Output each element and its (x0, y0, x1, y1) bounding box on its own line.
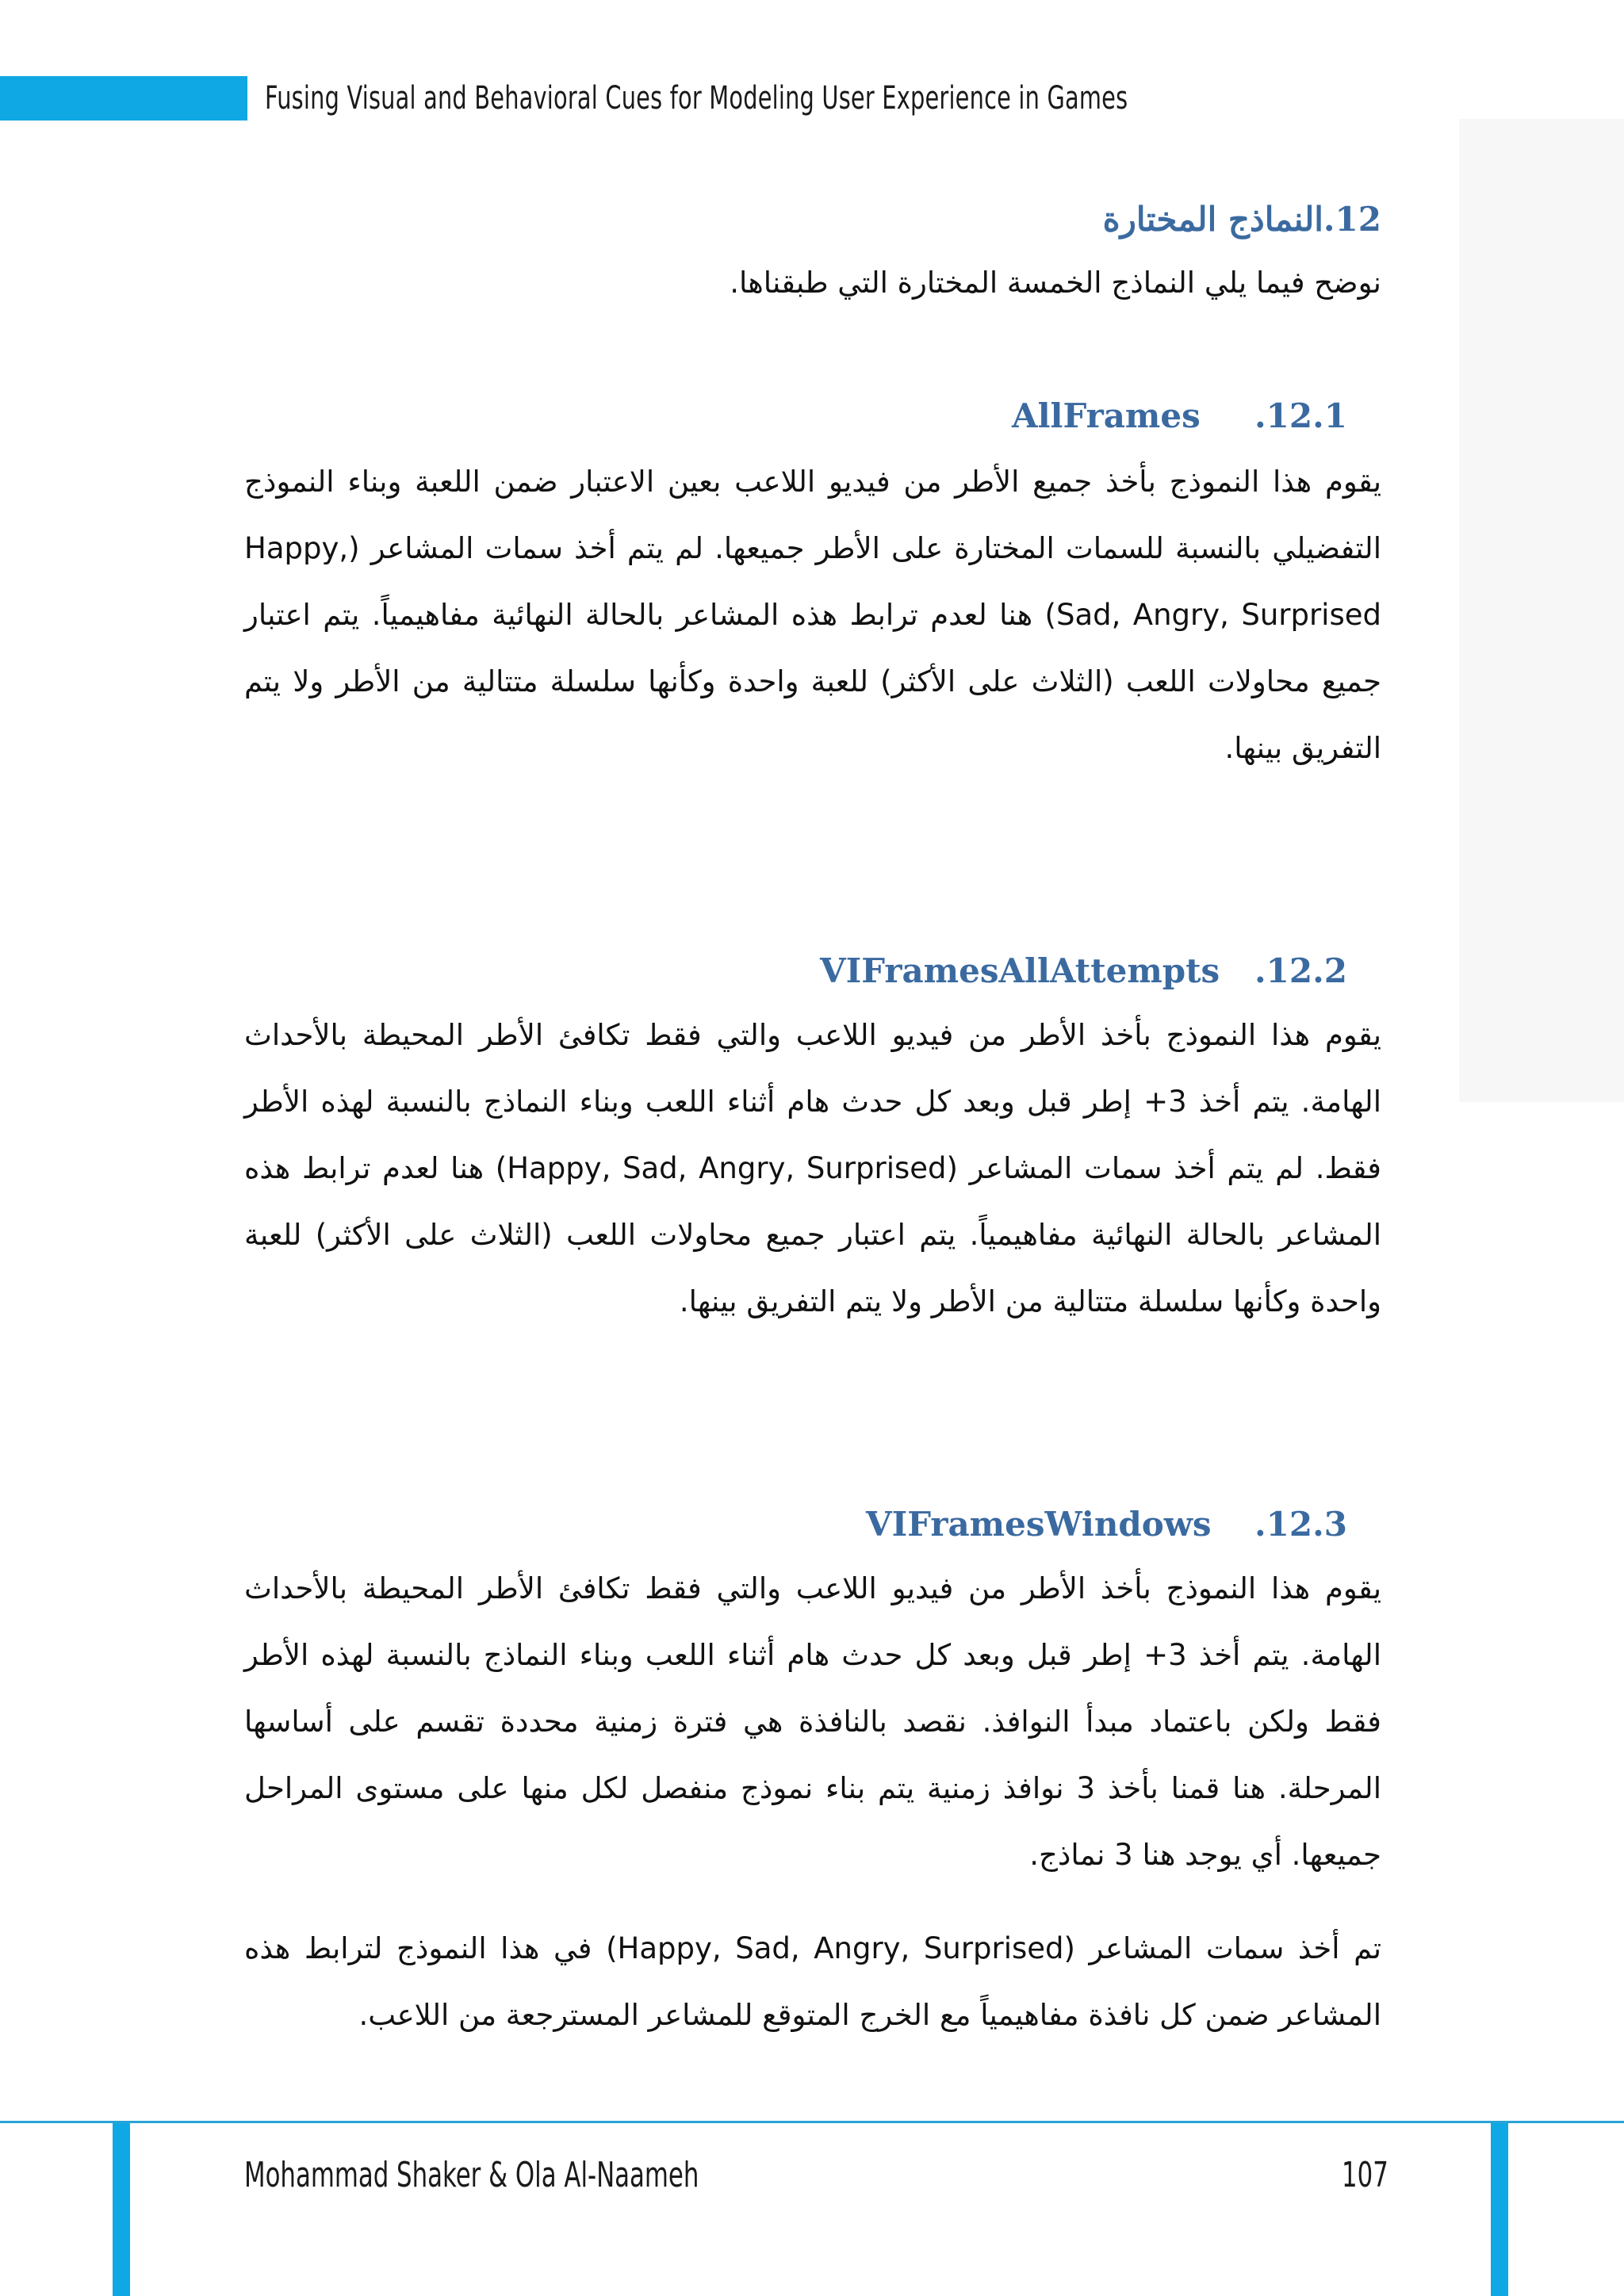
paragraph: يقوم هذا النموذج بأخذ الأطر من فيديو اللاعب والتي فقط تكافئ الأطر المحيطة بالأحداث الهامة. يتم أخذ 3+ إطر قبل وبعد كل حدث هام أثناء اللعب وبناء النماذج بالنسبة لهذه الأطر فقط ولكن باعتماد مبدأ النوافذ. نقصد بالنافذة هي فترة زمنية محددة تقسم على أساسها المرحلة. هنا قمنا بأخذ 3 نوافذ زمنية يتم بناء نموذج منفصل لكل منها على مستوى المراحل جميعها. أي يوجد هنا 3 نماذج. (244, 1571, 1381, 1872)
subsection-name: VIFramesAllAttempts (820, 951, 1220, 990)
subsection-name: AllFrames (1012, 396, 1201, 435)
running-title: Fusing Visual and Behavioral Cues for Modeling User Experience in Games (265, 80, 1128, 117)
paragraph: يقوم هذا النموذج بأخذ جميع الأطر من فيديو اللاعب بعين الاعتبار ضمن اللعبة وبناء النموذج التفضيلي بالنسبة للسمات المختارة على الأطر جميعها. لم يتم أخذ سمات المشاعر (Happy, Sad, Angry, Surprised) هنا لعدم ترابط هذه المشاعر بالحالة النهائية مفاهيمياً. يتم اعتبار جميع محاولات اللعب (الثلاث على الأكثر) للعبة واحدة وكأنها سلسلة متتالية من الأطر ولا يتم التفريق بينها. (244, 465, 1381, 765)
section-intro: نوضح فيما يلي النماذج الخمسة المختارة التي طبقناها. (730, 266, 1381, 300)
page-margin-shade (1459, 119, 1624, 1102)
page-number: 107 (1342, 2155, 1388, 2195)
subsection-number: .12.1 (1254, 396, 1347, 435)
paragraph: يقوم هذا النموذج بأخذ الأطر من فيديو اللاعب والتي فقط تكافئ الأطر المحيطة بالأحداث الهامة. يتم أخذ 3+ إطر قبل وبعد كل حدث هام أثناء اللعب وبناء النماذج بالنسبة لهذه الأطر فقط. لم يتم أخذ سمات المشاعر (Happy, Sad, Angry, Surprised) هنا لعدم ترابط هذه المشاعر بالحالة النهائية مفاهيمياً. يتم اعتبار جميع محاولات اللعب (الثلاث على الأكثر) للعبة واحدة وكأنها سلسلة متتالية من الأطر ولا يتم التفريق بينها. (244, 1018, 1381, 1318)
header-accent-bar (0, 76, 247, 121)
subsection-name: VIFramesWindows (866, 1505, 1212, 1544)
section-title: 12.النماذج المختارة (1102, 200, 1381, 239)
footer-rule (0, 2121, 1624, 2123)
subsection-number: .12.2 (1254, 951, 1347, 990)
subsection-number: .12.3 (1254, 1505, 1347, 1544)
paragraph: تم أخذ سمات المشاعر (Happy, Sad, Angry, Surprised) في هذا النموذج لترابط هذه المشاعر ضمن كل نافذة مفاهيمياً مع الخرج المتوقع للمشاعر المسترجعة من اللاعب. (244, 1931, 1381, 2032)
footer-accent-bar-left (113, 2123, 130, 2296)
footer-authors: Mohammad Shaker & Ola Al-Naameh (244, 2155, 699, 2195)
footer-accent-bar-right (1491, 2123, 1508, 2296)
